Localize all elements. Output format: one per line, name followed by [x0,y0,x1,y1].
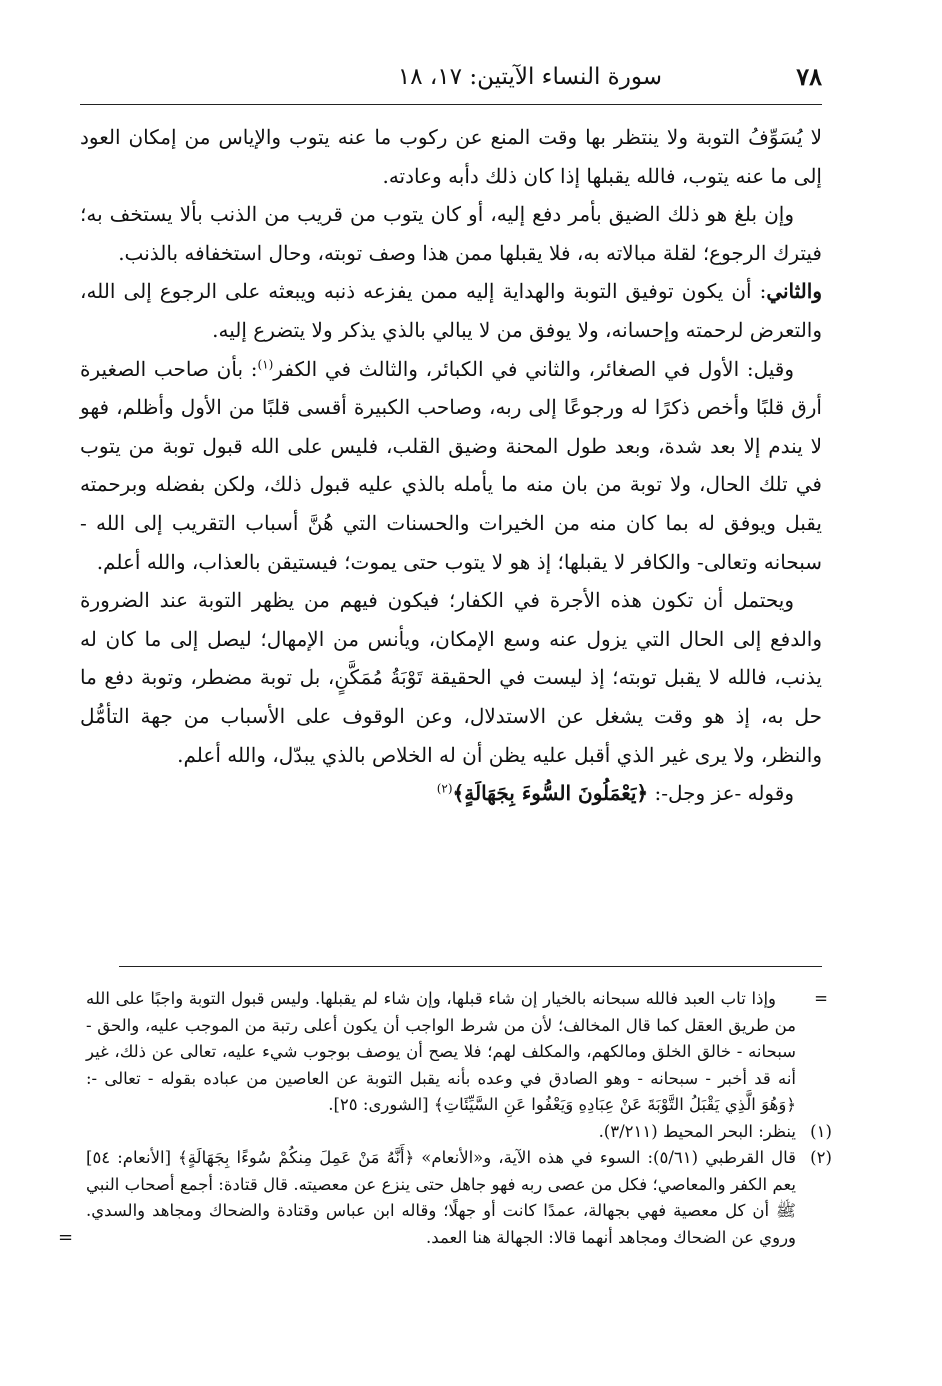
running-title: سورة النساء الآيتين: ١٧، ١٨ [397,64,662,90]
footnote-ref-1[interactable]: (١) [257,356,274,371]
page-number: ٧٨ [796,62,822,91]
footnote-1-text: ينظر: البحر المحيط (٣/٢١١). [598,1121,796,1141]
paragraph-5: ويحتمل أن تكون هذه الأجرة في الكفار؛ فيكون فيهم من يظهر التوبة عند الضرورة والدفع إلى الحال التي يزول عنه وسع الإمكان، ويأنس من الإمهال؛ ليصل إلى ما كان له يذنب، فالله لا يقبل توبته؛ إذ ليست في الحقيقة تَوْبَةُ مُمَكَّنٍ، بل توبة مضطر، وتوبة دفع ما حل به، إذ هو وقت يشغل عن الاستدلال، وعن الوقوف على الأسباب من جهة التأمُّل والنظر، ولا يرى غير الذي أقبل عليه يظن أن له الخلاص بالذي يبدّل، والله أعلم. [80,588,822,767]
paragraph-4-text-b: : بأن صاحب الصغيرة أرق قلبًا وأخص ذكرًا له ورجوعًا إلى ربه، وصاحب الكبيرة أقسى قلبًا من الأول وأظلم، فهو لا يندم إلا بعد شدة، وبعد طول المحنة وضيق القلب، فليس على الله قبول توبة من يتوب في تلك الحال، ولا توبة من بان منه ما يأمله بالذي عليه قبول ذلك، ولكن بفضله وبرحمته يقبل ويوفق له بما كان منه من الخيرات والحسنات التي هُنَّ أسباب التقريب إلى الله - سبحانه وتعالى- والكافر لا يقبلها؛ إذ هو لا يتوب حتى يموت؛ فيستيقن بالعذاب، والله أعلم. [80,356,822,574]
paragraph-3-text: : أن يكون توفيق التوبة والهداية إليه ممن يفزعه ذنبه ويبعثه على الرجوع إلى الله، والتعرض لرحمته وإحسانه، ولا يوفق من لا يبالي بالذي يذكر ولا يتضرع إليه. [80,279,822,342]
continued-marker: = [58,1226,74,1248]
footnote-2-marker: (٢) [810,1148,832,1167]
continuation-marker: = [814,989,828,1008]
quran-verse: ﴿يَعْمَلُونَ السُّوءَ بِجَهَالَةٍ﴾ [452,781,649,806]
paragraph-4 [80,350,822,582]
footnote-2 [58,1145,832,1251]
footnote-divider [119,966,822,967]
footnote-continuation [86,986,826,1119]
paragraph-4-text-a: وقيل: الأول في الصغائر، والثاني في الكبائر، والثالث في الكفر [273,356,794,381]
footnotes [58,986,832,1251]
paragraph-3 [80,272,822,349]
paragraph-2: وإن بلغ هو ذلك الضيق بأمر دفع إليه، أو كان يتوب من قريب من الذنب بألا يستخف به؛ فيترك الرجوع؛ لقلة مبالاته به، فلا يقبلها ممن هذا وصف توبته، وحال استخفافه بالذنب. [80,202,822,265]
paragraph-6 [80,774,822,813]
paragraph-6-text: وقوله -عز وجل-: [648,781,794,806]
header-divider [80,104,822,105]
continuation-text: وإذا تاب العبد فالله سبحانه بالخيار إن شاء قبلها، وإن شاء لم يقبلها. وليس قبول التوبة واجبًا على الله من طريق العقل كما قال المخالف؛ لأن من شرط الواجب أن يكون أعلى رتبة من الموجب عليه، والحق - سبحانه - خالق الخلق ومالكهم، والمكلف لهم؛ فلا يصح أن يوصف بوجوب شيء عليه، تعالى عن ذلك، غير أنه قد أخبر - سبحانه - وهو الصادق في وعده بأنه يقبل التوبة عن العاصين من عباده بقوله - تعالى -: ﴿وَهُوَ الَّذِي يَقْبَلُ التَّوْبَةَ عَنْ عِبَادِهِ وَيَعْفُوا عَنِ السَّيِّئَاتِ﴾ [الشورى: ٢٥]. [86,989,796,1114]
footnote-ref-2[interactable]: (٢) [436,781,453,796]
footnote-1-marker: (١) [810,1121,832,1141]
footnote-1 [86,1119,832,1146]
paragraph-1: لا يُسَوِّفُ التوبة ولا ينتظر بها وقت المنع عن ركوب ما عنه يتوب والإياس من إمكان العود إلى ما عنه يتوب، فالله يقبلها إذا كان ذلك دأبه وعادته. [80,125,822,188]
footnote-2-text: قال القرطبي (٥/٦١): السوء في هذه الآية، و«الأنعام» ﴿أَنَّهُ مَنْ عَمِلَ مِنكُمْ سُوءًا بِجَهَالَةٍ﴾ [الأنعام: ٥٤] يعم الكفر والمعاصي؛ فكل من عصى ربه فهو جاهل حتى ينزع عن معصيته. قال قتادة: أجمع أصحاب النبي ﷺ أن كل معصية فهي بجهالة، عمدًا كانت أو جهلًا؛ وقاله ابن عباس وقتادة والضحاك ومجاهد والسدي. وروي عن الضحاك ومجاهد أنهما قالا: الجهالة هنا العمد. [86,1148,796,1247]
running-header [80,58,822,98]
paragraph-3-lead: والثاني [766,279,822,304]
main-text [80,118,822,813]
